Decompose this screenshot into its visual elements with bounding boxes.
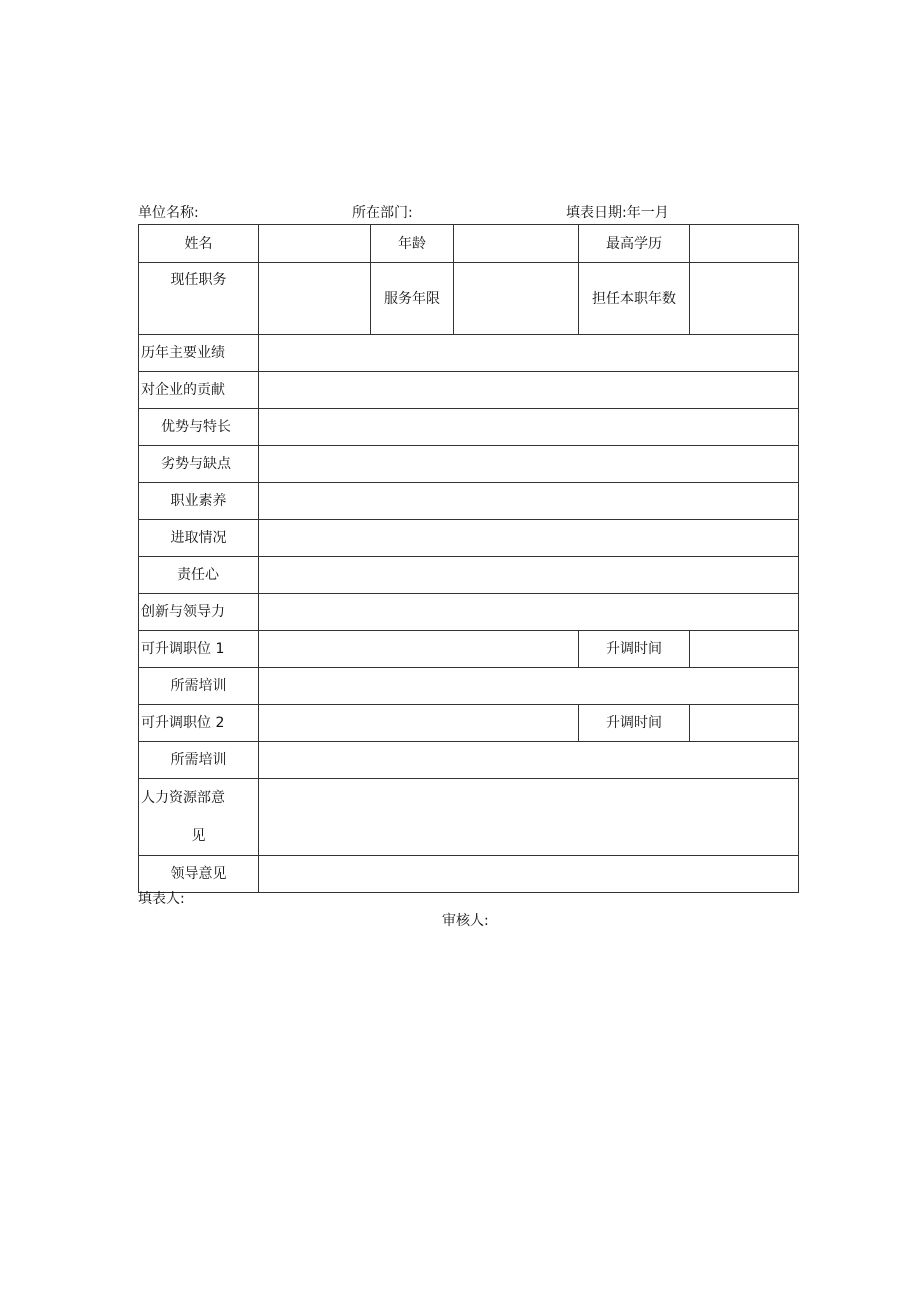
innovation-leadership-input[interactable]: [259, 594, 799, 631]
initiative-label: 进取情况: [139, 520, 259, 557]
position-years-input[interactable]: [690, 263, 799, 335]
weaknesses-label: 劣势与缺点: [139, 446, 259, 483]
promotion-position-1-input[interactable]: [259, 631, 579, 668]
promotion-time-1-input[interactable]: [690, 631, 799, 668]
achievements-label: 历年主要业绩: [139, 335, 259, 372]
promotion-position-2-label: 可升调职位 2: [139, 705, 259, 742]
current-position-input[interactable]: [259, 263, 371, 335]
strengths-label: 优势与特长: [139, 409, 259, 446]
service-years-input[interactable]: [454, 263, 579, 335]
training-1-input[interactable]: [259, 668, 799, 705]
weaknesses-input[interactable]: [259, 446, 799, 483]
filler-label: 填表人:: [138, 891, 185, 907]
strengths-input[interactable]: [259, 409, 799, 446]
hr-opinion-label-line2: 见: [191, 828, 206, 844]
current-position-label: 现任职务: [139, 263, 259, 335]
leader-opinion-input[interactable]: [259, 856, 799, 893]
professionalism-input[interactable]: [259, 483, 799, 520]
hr-opinion-input[interactable]: [259, 779, 799, 856]
promotion-time-1-label: 升调时间: [579, 631, 690, 668]
reviewer-label: 审核人:: [442, 913, 489, 929]
contribution-label: 对企业的贡献: [139, 372, 259, 409]
responsibility-input[interactable]: [259, 557, 799, 594]
training-2-input[interactable]: [259, 742, 799, 779]
position-years-label: 担任本职年数: [579, 263, 690, 335]
achievements-input[interactable]: [259, 335, 799, 372]
innovation-leadership-label: 创新与领导力: [139, 594, 259, 631]
leader-opinion-label: 领导意见: [139, 856, 259, 893]
promotion-position-2-input[interactable]: [259, 705, 579, 742]
education-input[interactable]: [690, 225, 799, 263]
promotion-time-2-input[interactable]: [690, 705, 799, 742]
education-label: 最高学历: [579, 225, 690, 263]
contribution-input[interactable]: [259, 372, 799, 409]
promotion-time-2-label: 升调时间: [579, 705, 690, 742]
training-1-label: 所需培训: [139, 668, 259, 705]
unit-name-label: 单位名称:: [138, 205, 199, 221]
name-label: 姓名: [139, 225, 259, 263]
name-input[interactable]: [259, 225, 371, 263]
hr-opinion-label: [139, 779, 259, 856]
initiative-input[interactable]: [259, 520, 799, 557]
promotion-position-1-label: 可升调职位 1: [139, 631, 259, 668]
department-label: 所在部门:: [352, 205, 413, 221]
training-2-label: 所需培训: [139, 742, 259, 779]
hr-opinion-label-line1: 人力资源部意: [141, 790, 225, 806]
fill-date-label: 填表日期:年一月: [566, 205, 669, 221]
professionalism-label: 职业素养: [139, 483, 259, 520]
evaluation-form-table: [138, 224, 799, 893]
age-input[interactable]: [454, 225, 579, 263]
age-label: 年龄: [371, 225, 454, 263]
responsibility-label: 责任心: [139, 557, 259, 594]
service-years-label: 服务年限: [371, 263, 454, 335]
